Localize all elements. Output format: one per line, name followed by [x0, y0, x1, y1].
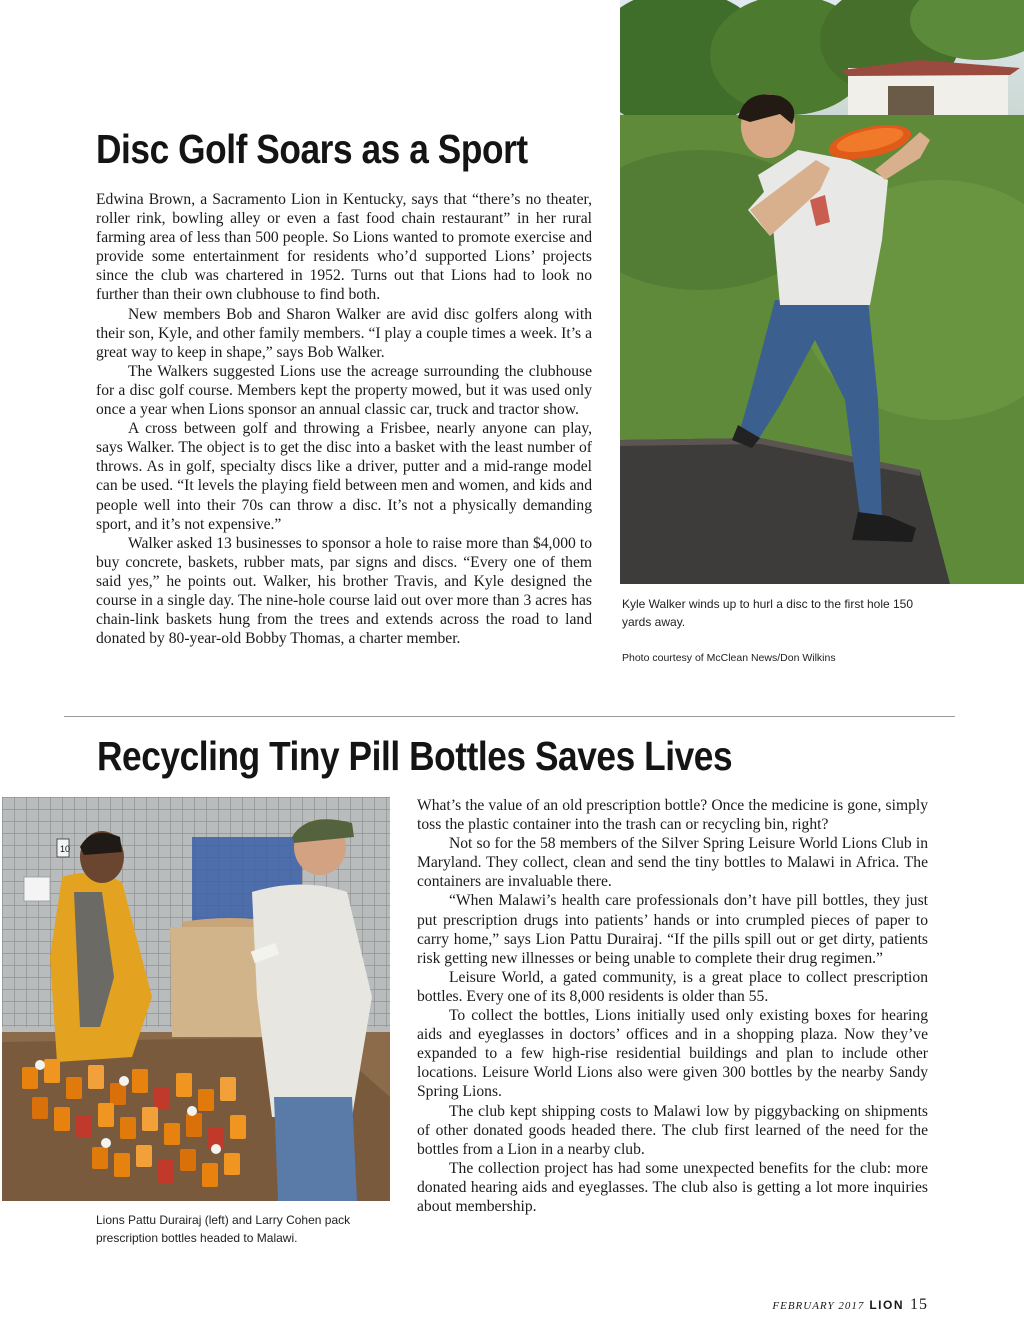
page-footer	[772, 1296, 928, 1314]
article-body-pill-bottles	[417, 796, 928, 1216]
page-number: 15	[910, 1296, 928, 1313]
photo-caption: Kyle Walker winds up to hurl a disc to the first hole 150 yards away.	[622, 597, 914, 629]
paragraph: What’s the value of an old prescription bottle? Once the medicine is gone, simply toss the plastic container into the trash can or recycling bin, right?	[417, 797, 928, 834]
photo-pill-bottles	[2, 797, 390, 1201]
paragraph: The Walkers suggested Lions use the acreage surrounding the clubhouse for a disc golf course. Members kept the property mowed, but it was used only once a year when Lions sponsor an annual classic car, truck and tractor show.	[96, 362, 592, 419]
photo-disc-golfer	[620, 0, 1024, 584]
paragraph: The club kept shipping costs to Malawi low by piggybacking on shipments of other donated goods headed there. The club first learned of the need for the bottles from a Lion in a nearby club.	[417, 1102, 928, 1158]
section-divider	[64, 716, 955, 717]
paragraph: “When Malawi’s health care professionals don’t have pill bottles, they just put prescription drugs into patients’ hands or into crumpled pieces of paper to carry home,” says Lion Pattu Durairaj. “If the pills spill out or get dirty, patients risk getting new illnesses or being unable to complete their drug regimen.”	[417, 892, 928, 967]
photo-credit: Photo courtesy of McClean News/Don Wilkins	[622, 652, 836, 664]
paragraph: To collect the bottles, Lions initially used only existing boxes for hearing aids and eyeglasses in doctors’ offices and in a shopping plaza. Now they’ve expanded to a few high-rise residential buildings and plan to include other locations. Leisure World Lions also were given 300 bottles by the nearby Sandy Spring Lions.	[417, 1007, 928, 1101]
photo-caption: Lions Pattu Durairaj (left) and Larry Cohen pack prescription bottles headed to Malawi.	[96, 1213, 351, 1245]
issue-date: FEBRUARY 2017	[772, 1300, 865, 1312]
paragraph: A cross between golf and throwing a Frisbee, nearly anyone can play, says Walker. The object is to get the disc into a basket with the least number of throws. As in golf, specialty discs like a driver, putter and a mid-range model can be used. “It levels the playing field between men and women, and kids and people well into their 70s can throw a disc. It’s not a physically demanding sport, and it’s not expensive.”	[96, 420, 592, 533]
magazine-name: LION	[869, 1298, 904, 1312]
article-body-disc-golf	[96, 190, 592, 648]
paragraph: Walker asked 13 businesses to sponsor a hole to raise more than $4,000 to buy concrete, baskets, rubber mats, par signs and discs. “Every one of them said yes,” he points out. Walker, his brother Travis, and Kyle designed the course in a single day. The nine-hole course laid out over more than 3 acres has chain-link baskets hung from the trees and extends across the road to land donated by 80-year-old Bobby Thomas, a charter member.	[96, 534, 592, 648]
headline-pill-bottles: Recycling Tiny Pill Bottles Saves Lives	[97, 733, 733, 779]
paragraph: The collection project has had some unexpected benefits for the club: more donated hearing aids and eyeglasses. The club also is getting a lot more inquiries about membership.	[417, 1159, 928, 1215]
sign-number: 10	[60, 844, 71, 854]
paragraph: Not so for the 58 members of the Silver Spring Leisure World Lions Club in Maryland. They collect, clean and send the tiny bottles to Malawi in Africa. The containers are invaluable there.	[417, 835, 928, 891]
headline-disc-golf: Disc Golf Soars as a Sport	[96, 126, 528, 172]
paragraph: Leisure World, a gated community, is a great place to collect prescription bottles. Every one of its 8,000 residents is older than 55.	[417, 968, 928, 1005]
paragraph: Edwina Brown, a Sacramento Lion in Kentucky, says that “there’s no theater, roller rink, bowling alley or even a fast food chain restaurant” in her rural farming area of less than 500 people. So Lions wanted to promote exercise and provide some entertainment for residents who’d supported Lions’ projects since the club was chartered in 1952. Turns out that Lions had to look no further than their own clubhouse to find both.	[96, 191, 592, 304]
paragraph: New members Bob and Sharon Walker are avid disc golfers along with their son, Kyle, and other family members. “I play a couple times a week. It’s a great way to keep in shape,” says Bob Walker.	[96, 305, 592, 361]
